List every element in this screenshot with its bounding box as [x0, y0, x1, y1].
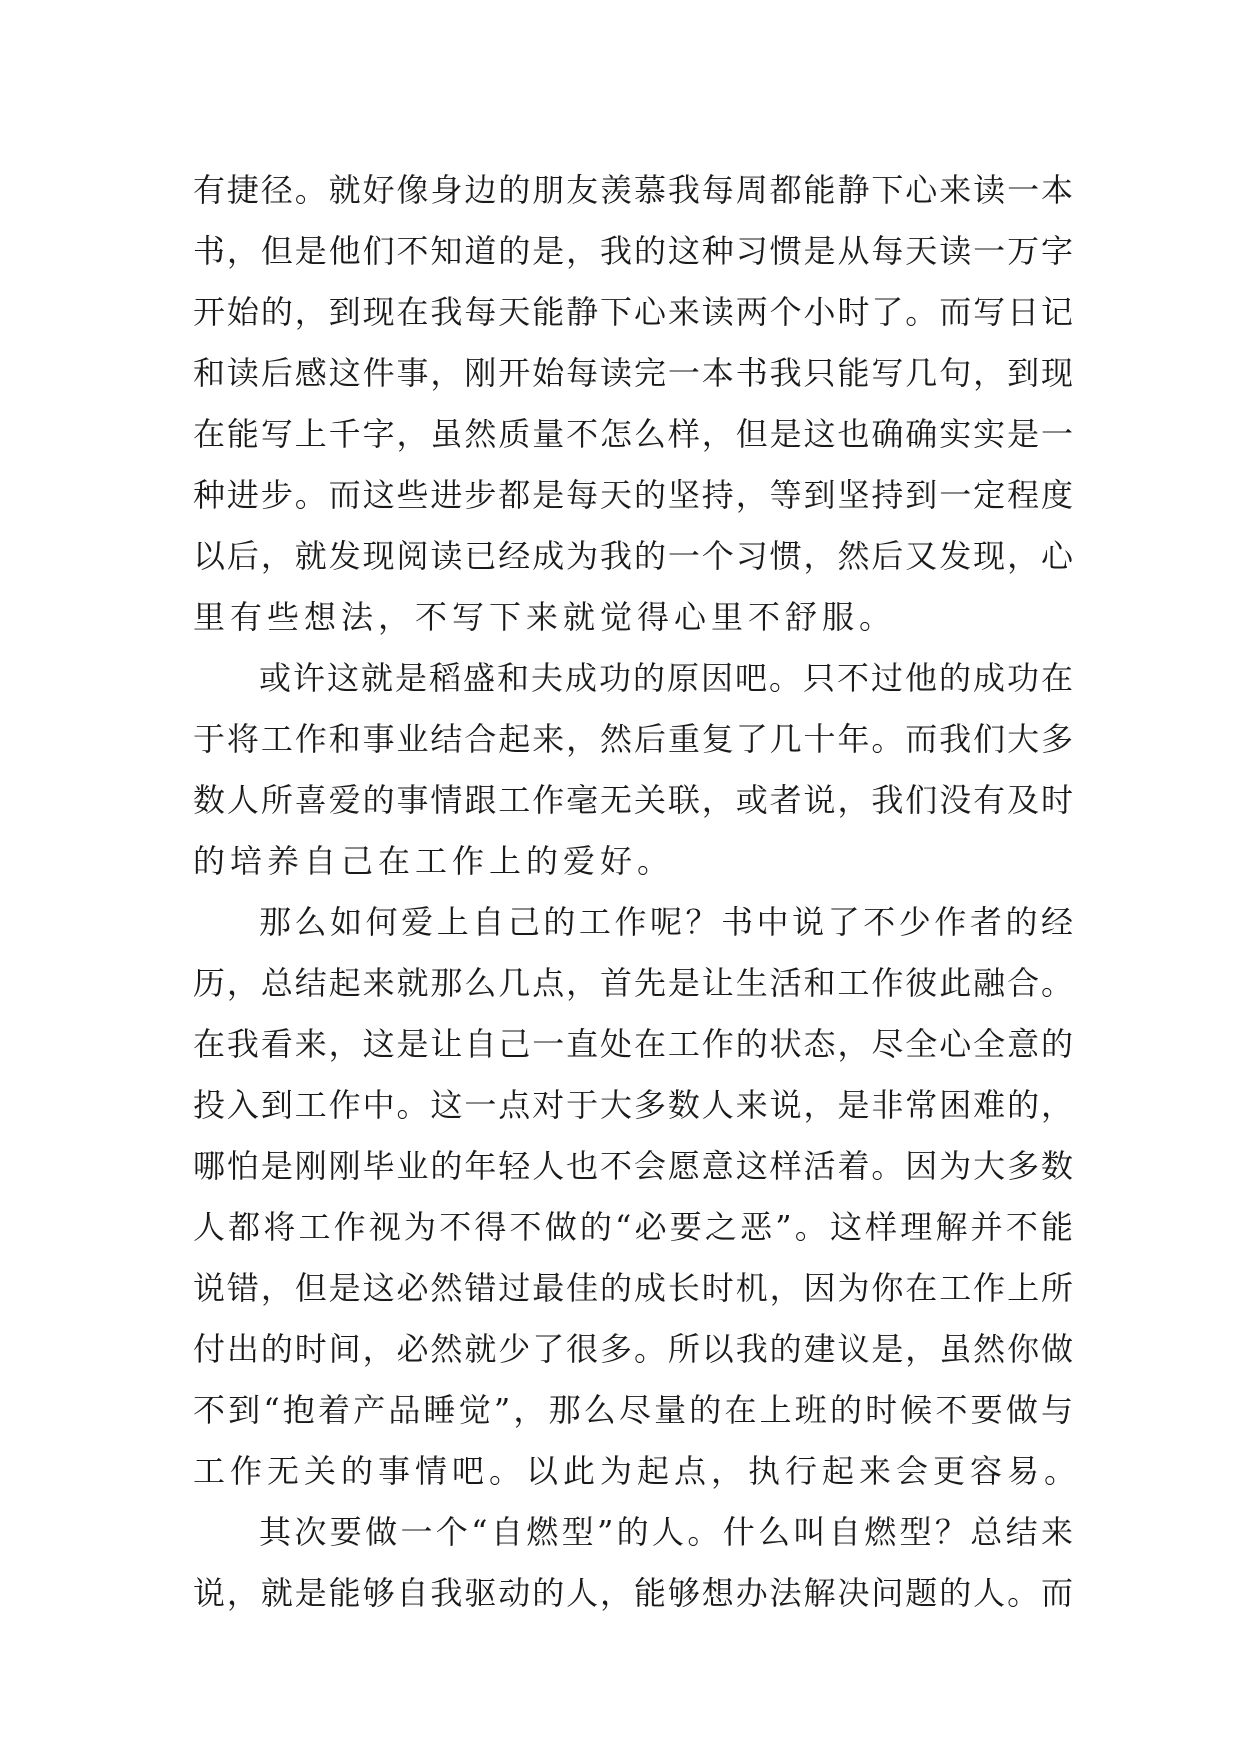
- text-line: 付出的时间，必然就少了很多。所以我的建议是，虽然你做: [193, 1330, 1073, 1368]
- text-line: 说，就是能够自我驱动的人，能够想办法解决问题的人。而: [193, 1574, 1073, 1612]
- text-line: 历，总结起来就那么几点，首先是让生活和工作彼此融合。: [193, 964, 1073, 1002]
- text-line: 和读后感这件事，刚开始每读完一本书我只能写几句，到现: [193, 354, 1073, 392]
- text-line: 于将工作和事业结合起来，然后重复了几十年。而我们大多: [193, 720, 1073, 758]
- text-line: 投入到工作中。这一点对于大多数人来说，是非常困难的，: [193, 1086, 1073, 1124]
- text-line: 的培养自己在工作上的爱好。: [193, 842, 675, 880]
- text-line: 在能写上千字，虽然质量不怎么样，但是这也确确实实是一: [193, 415, 1073, 453]
- text-line: 人都将工作视为不得不做的“必要之恶”。这样理解并不能: [193, 1208, 1073, 1246]
- text-line: 那么如何爱上自己的工作呢？书中说了不少作者的经: [259, 903, 1073, 941]
- text-line: 书，但是他们不知道的是，我的这种习惯是从每天读一万字: [193, 232, 1073, 270]
- text-line: 数人所喜爱的事情跟工作毫无关联，或者说，我们没有及时: [193, 781, 1073, 819]
- text-line: 里有些想法，不写下来就觉得心里不舒服。: [193, 598, 897, 636]
- text-line: 种进步。而这些进步都是每天的坚持，等到坚持到一定程度: [193, 476, 1073, 514]
- text-line: 或许这就是稻盛和夫成功的原因吧。只不过他的成功在: [259, 659, 1073, 697]
- text-line: 其次要做一个“自燃型”的人。什么叫自燃型？总结来: [259, 1513, 1073, 1551]
- body-text: [193, 160, 1082, 1624]
- text-line: 哪怕是刚刚毕业的年轻人也不会愿意这样活着。因为大多数: [193, 1147, 1073, 1185]
- text-line: 工作无关的事情吧。以此为起点，执行起来会更容易。: [193, 1452, 1082, 1490]
- text-line: 以后，就发现阅读已经成为我的一个习惯，然后又发现，心: [193, 537, 1073, 575]
- text-line: 开始的，到现在我每天能静下心来读两个小时了。而写日记: [193, 293, 1073, 331]
- text-line: 有捷径。就好像身边的朋友羡慕我每周都能静下心来读一本: [193, 171, 1073, 209]
- text-line: 在我看来，这是让自己一直处在工作的状态，尽全心全意的: [193, 1025, 1073, 1063]
- text-line: 不到“抱着产品睡觉”，那么尽量的在上班的时候不要做与: [193, 1391, 1073, 1429]
- text-line: 说错，但是这必然错过最佳的成长时机，因为你在工作上所: [193, 1269, 1073, 1307]
